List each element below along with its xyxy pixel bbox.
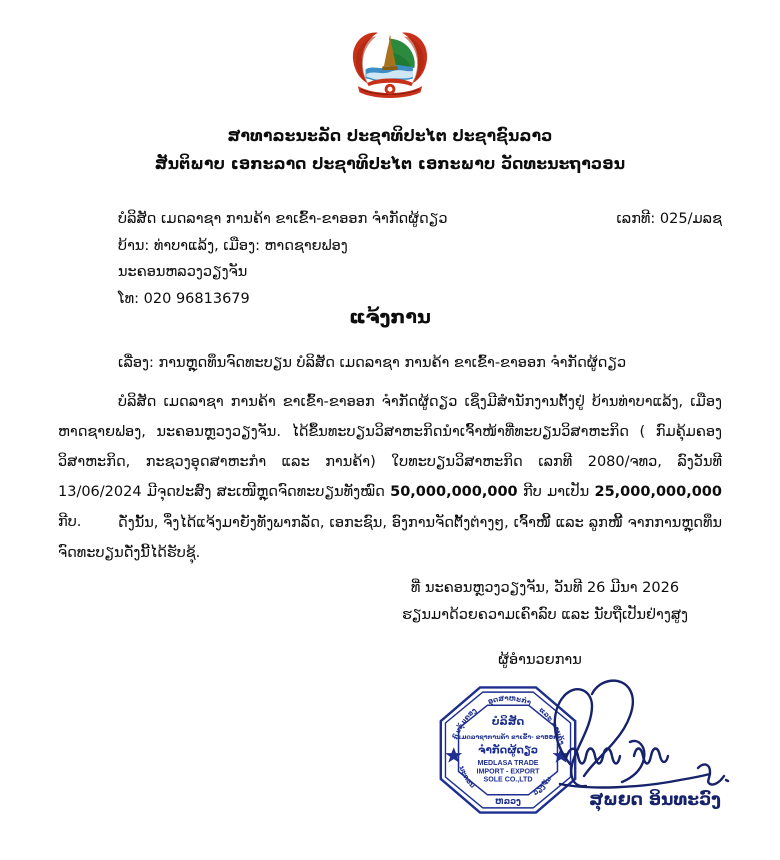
capital-amount-to: 25,000,000,000 — [594, 484, 722, 500]
body-paragraph-1-text: ບໍລິສັດ ເມດລາຊາ ການຄ້າ ຂາເຂົ້າ-ຂາອອກ ຈຳກັດຜູ້ດຽວ ເຊິ່ງມີສຳນັກງານຕັ້ງຢູ່ ບ້ານທ່າບາແລ້ງ, ເມືອງ ຫາດຊາຍຟອງ, ນະຄອນຫຼວງວຽງຈັນ. ໄດ້ຂຶ້ນທະບຽນວິສາຫະກິດນຳເຈົ້າໜ້າທີ່ທະບຽນວິສາຫະກິດ ( ກົມຄຸ້ມຄອງວິສາຫະກິດ, ກະຊວງອຸດສາຫະກຳ ແລະ ການຄ້າ) ໃບທະບຽນວິສາຫະກິດ ເລກທີ 2080/ຈທວ, ລົງວັນທີ 13/06/2024 ມີຈຸດປະສົງ ສະເໜີຫຼຸດຈົດທະບຽນທັງໝົດ — [58, 394, 722, 500]
stamp-bottom-center: ຫລວງ — [495, 796, 521, 807]
stamp-line2: ເມດລາຊາການຄ້າ ຂາເຂົ້າ- ຂາອອກ — [458, 733, 558, 741]
document-subject: ເລື່ອງ: ການຫຼຸດທຶນຈົດທະບຽນ ບໍລິສັດ ເມດລາຊາ ການຄ້າ ຂາເຂົ້າ-ຂາອອກ ຈຳກັດຜູ້ດຽວ — [118, 355, 627, 371]
signature-area — [410, 672, 770, 842]
signatory-title: ຜູ້ອຳນວຍການ — [498, 652, 582, 668]
svg-text:ນະຄອນ — [458, 765, 477, 790]
company-phone: ໂທ: 020 96813679 — [118, 290, 250, 307]
stamp-bottom-arc-left: ນະຄອນ — [457, 764, 477, 790]
stamp-top-arc-left: ກົມຄຸ້ມຄອງ — [451, 706, 478, 741]
stamp-latin2: IMPORT - EXPORT — [476, 767, 540, 776]
stamp-line3: ຈຳກັດຜູ້ດຽວ — [477, 744, 539, 757]
stamp-top-arc-right: ແລະ ການຄ້າ — [537, 705, 566, 746]
closing-salutation: ຮຽນມາດ້ວຍຄວາມເຄົາລົບ ແລະ ນັບຖືເປັນຢ່າງສູງ — [401, 607, 689, 623]
national-heading-line1: ສາທາລະນະລັດ ປະຊາທິປະໄຕ ປະຊາຊົນລາວ — [227, 127, 553, 145]
handwritten-signature — [530, 672, 770, 807]
lao-national-emblem-icon — [344, 22, 436, 106]
currency-label-1: ກີບ ມາເປັນ — [517, 484, 595, 500]
company-province: ນະຄອນຫລວງວຽງຈັນ — [118, 264, 248, 280]
national-heading — [0, 122, 780, 178]
stamp-bottom-arc-right: ວຽງຈັນ — [531, 775, 554, 798]
stamp-latin1: MEDLASA TRADE — [477, 758, 539, 767]
national-heading-line2: ສັນຕິພາບ ເອກະລາດ ປະຊາທິປະໄຕ ເອກະພາບ ວັດທະນະຖາວອນ — [154, 155, 626, 173]
emblem-container — [0, 22, 780, 106]
company-village-district: ບ້ານ: ທ່າບາແລ້ງ, ເມືອງ: ຫາດຊາຍຟອງ — [118, 237, 348, 254]
stamp-top-arc-center: ອຸດສາຫະກຳ — [486, 693, 533, 708]
document-title: ແຈ້ງການ — [349, 306, 431, 328]
currency-label-2: ກີບ. — [58, 514, 82, 530]
company-name: ບໍລິສັດ ເມດລາຊາ ການຄ້າ ຂາເຂົ້າ-ຂາອອກ ຈຳກັດຜູ້ດຽວ — [118, 211, 448, 227]
company-info-block — [118, 206, 548, 312]
document-number: ເລກທີ: 025/ມລຊ — [616, 211, 722, 227]
capital-amount-from: 50,000,000,000 — [390, 484, 518, 500]
stamp-latin3: SOLE CO.,LTD — [483, 775, 533, 784]
place-and-date-block — [380, 575, 710, 629]
place-date-line: ທີ່ ນະຄອນຫຼວງວຽງຈັນ, ວັນທີ 26 ມີນາ 2026 — [410, 580, 680, 596]
stamp-line1: ບໍລິສັດ — [491, 714, 525, 728]
body-paragraph-2: ດັ່ງນັ້ນ, ຈຶ່ງໄດ້ແຈ້ງມາຍັງທັງພາກລັດ, ເອກະຊົນ, ອົງການຈັດຕັ້ງຕ່າງໆ, ເຈົ້າໜີ້ ແລະ ລູກໜີ້ ຈາກການຫຼຸດທຶນຈົດທະບຽນດັ່ງນີ້ໄດ້ຮັບຊຸ້. — [58, 515, 722, 561]
signatory-name: ສຸພຍດ ອິນທະວົງ — [589, 790, 721, 810]
